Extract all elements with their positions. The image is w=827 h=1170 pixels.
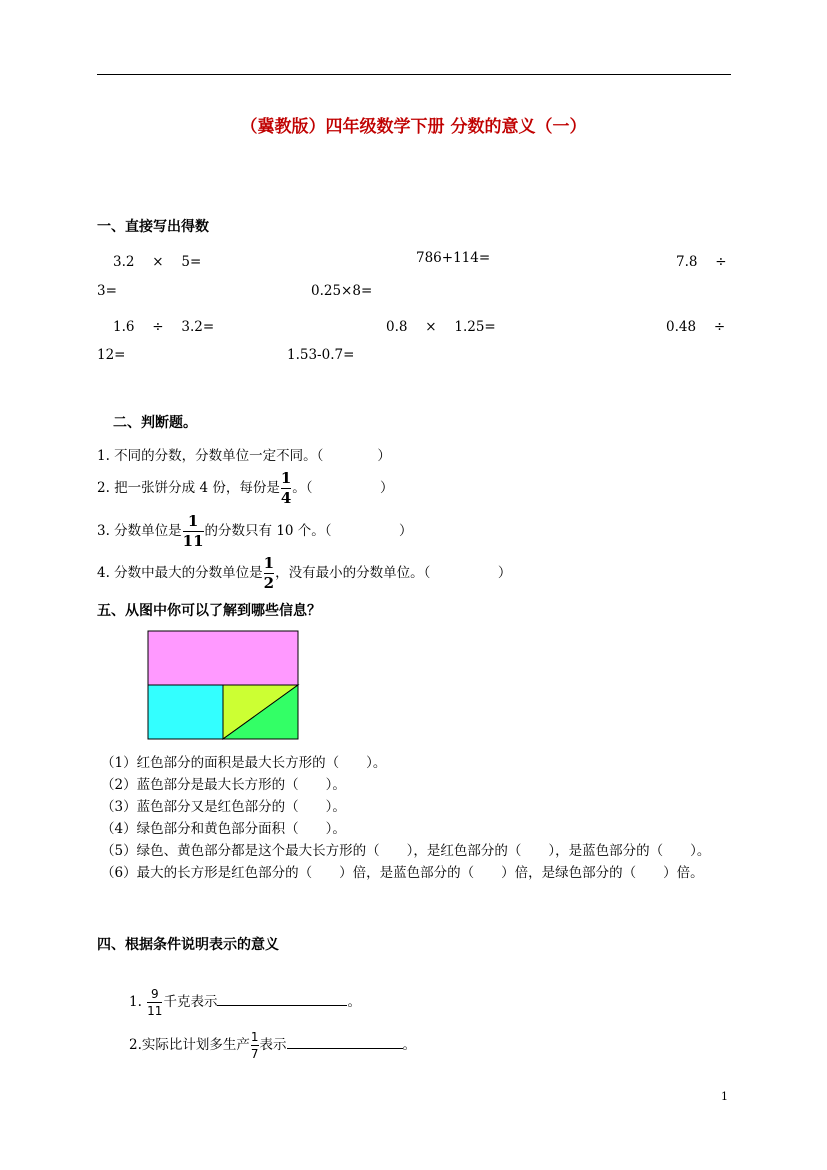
fraction-denominator: 11 <box>147 1004 163 1018</box>
judge-q2 <box>97 471 394 506</box>
fraction-1-11 <box>183 514 204 549</box>
calc-7.8-div-cont: 3= <box>97 283 117 299</box>
calc-0.48-div: 0.48 ÷ <box>666 319 726 335</box>
section1-heading: 一、直接写出得数 <box>97 219 209 235</box>
answer-blank[interactable] <box>287 1036 403 1049</box>
calc-7.8-div: 7.8 ÷ <box>676 254 727 270</box>
fraction-denominator: 11 <box>182 532 204 550</box>
page-title: （冀教版）四年级数学下册 分数的意义（一） <box>240 117 587 137</box>
section2-heading: 二、判断题。 <box>113 415 197 431</box>
info-item-3: （3）蓝色部分又是红色部分的（ ）。 <box>101 799 346 815</box>
blue-part <box>148 685 223 739</box>
info-item-1: （1）红色部分的面积是最大长方形的（ ）。 <box>101 755 387 771</box>
rectangle-figure <box>147 630 300 741</box>
fraction-numerator: 1 <box>280 469 292 487</box>
red-part <box>148 631 298 685</box>
info-item-2: （2）蓝色部分是最大长方形的（ ）。 <box>101 777 346 793</box>
judge-q1: 1. 不同的分数，分数单位一定不同。（ ） <box>97 448 391 464</box>
meaning-q2-mid: 表示 <box>259 1037 287 1053</box>
page-number: 1 <box>721 1090 728 1103</box>
calc-0.8x1.25: 0.8 × 1.25= <box>386 319 496 335</box>
meaning-q1-text: 千克表示 <box>163 994 218 1010</box>
info-item-4: （4）绿色部分和黄色部分面积（ ）。 <box>101 821 346 837</box>
judge-q3-tail: 的分数只有 10 个。（ ） <box>204 523 413 539</box>
judge-q2-tail: 。（ ） <box>292 480 394 496</box>
fraction-9-11 <box>147 988 162 1017</box>
fraction-1-4 <box>281 471 291 506</box>
meaning-q2 <box>129 1031 416 1060</box>
judge-q3-text: 3. 分数单位是 <box>97 523 182 539</box>
calc-0.25x8: 0.25×8= <box>311 283 373 299</box>
answer-blank[interactable] <box>217 993 347 1006</box>
meaning-q2-tail: 。 <box>402 1037 417 1053</box>
meaning-q1-tail: 。 <box>347 994 361 1010</box>
calc-0.48-div-cont: 12= <box>97 347 126 363</box>
header-rule <box>97 74 731 75</box>
fraction-1-2 <box>264 556 274 591</box>
fraction-numerator: 1 <box>187 512 199 530</box>
fraction-denominator: 2 <box>263 574 275 592</box>
fraction-numerator: 1 <box>250 1030 259 1044</box>
judge-q4-tail: ，没有最小的分数单位。（ ） <box>275 565 512 581</box>
fraction-denominator: 4 <box>280 489 292 507</box>
judge-q2-text: 2. 把一张饼分成 4 份，每份是 <box>97 480 280 496</box>
section4-heading: 四、根据条件说明表示的意义 <box>97 937 279 953</box>
fraction-denominator: 7 <box>250 1047 259 1061</box>
info-item-6: （6）最大的长方形是红色部分的（ ）倍，是蓝色部分的（ ）倍，是绿色部分的（ ）倍。 <box>101 865 704 881</box>
judge-q3 <box>97 514 413 549</box>
calc-3.2x5: 3.2 × 5= <box>113 254 202 270</box>
calc-1.53-0.7: 1.53-0.7= <box>287 347 355 363</box>
meaning-q1 <box>129 988 361 1017</box>
fraction-numerator: 9 <box>150 987 159 1001</box>
calc-1.6-div-3.2: 1.6 ÷ 3.2= <box>113 319 215 335</box>
fraction-numerator: 1 <box>263 554 275 572</box>
calc-786+114: 786+114= <box>416 250 491 266</box>
fraction-bar <box>251 1045 259 1046</box>
fraction-1-7 <box>251 1031 259 1060</box>
fraction-bar <box>147 1002 162 1003</box>
judge-q4-text: 4. 分数中最大的分数单位是 <box>97 565 263 581</box>
section5-heading: 五、从图中你可以了解到哪些信息？ <box>97 603 321 619</box>
judge-q4 <box>97 556 511 591</box>
info-item-5: （5）绿色、黄色部分都是这个最大长方形的（ ），是红色部分的（ ），是蓝色部分的（ ）。 <box>101 843 711 859</box>
meaning-q1-number: 1. <box>129 994 147 1010</box>
meaning-q2-text: 2.实际比计划多生产 <box>129 1037 250 1053</box>
